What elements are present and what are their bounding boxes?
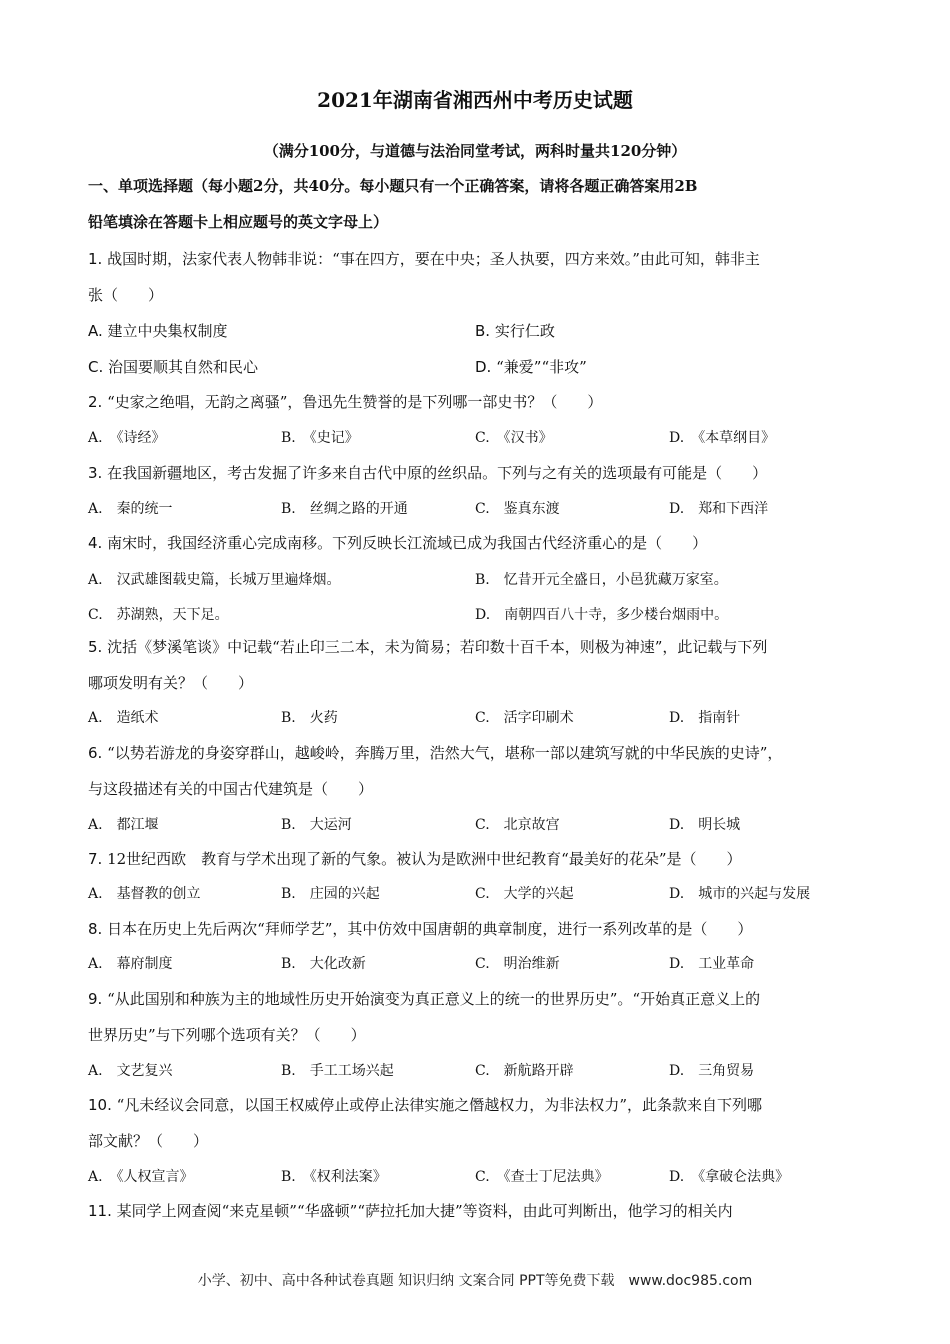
question-number: 1. [88, 250, 103, 268]
question-text: 在我国新疆地区，考古发掘了许多来自古代中原的丝织品。下列与之有关的选项最有可能是（ ） [107, 464, 768, 482]
question-1-option-d: D. “兼爱”“非攻” [475, 358, 587, 376]
question-number: 4. [88, 534, 103, 552]
question-number: 6. [88, 744, 103, 762]
question-10-option-c: C. 《查士丁尼法典》 [475, 1169, 609, 1185]
question-text: “以势若游龙的身姿穿群山，越峻岭，奔腾万里，浩然大气，堪称一部以建筑写就的中华民族的史诗”， [107, 744, 783, 762]
question-6-line-1 [88, 742, 878, 763]
section-heading-line-1: 一、单项选择题（每小题2分，共40分。每小题只有一个正确答案，请将各题正确答案用2B [88, 177, 698, 195]
question-9-option-a: A. 文艺复兴 [88, 1063, 173, 1079]
question-4-option-a: A. 汉武雄图载史篇，长城万里遍烽烟。 [88, 572, 341, 588]
question-8-option-a: A. 幕府制度 [88, 956, 173, 972]
question-3-option-c: C. 鉴真东渡 [475, 501, 560, 517]
question-text: 日本在历史上先后两次“拜师学艺”，其中仿效中国唐朝的典章制度，进行一系列改革的是（ ） [107, 920, 753, 938]
question-3-line-1 [88, 462, 878, 483]
question-text: “史家之绝唱，无韵之离骚”，鲁迅先生赞誉的是下列哪一部史书？（ ） [107, 393, 603, 411]
question-6-option-a: A. 都江堰 [88, 817, 159, 833]
question-number: 8. [88, 920, 103, 938]
question-11-line-1 [88, 1200, 878, 1221]
question-2-option-c: C. 《汉书》 [475, 430, 553, 446]
question-4-option-b: B. 忆昔开元全盛日，小邑犹藏万家室。 [475, 572, 728, 588]
question-3-option-a: A. 秦的统一 [88, 501, 173, 517]
question-7-option-d: D. 城市的兴起与发展 [669, 886, 811, 902]
question-2-option-a: A. 《诗经》 [88, 430, 166, 446]
question-number: 7. [88, 850, 103, 868]
question-5-option-b: B. 火药 [281, 710, 338, 726]
question-7-option-a: A. 基督教的创立 [88, 886, 201, 902]
question-9-line-2: 世界历史”与下列哪个选项有关？（ ） [88, 1026, 366, 1044]
question-text: “凡未经议会同意，以国王权威停止或停止法律实施之僭越权力，为非法权力”，此条款来自下列哪 [116, 1096, 762, 1114]
section-heading-line-2: 铅笔填涂在答题卡上相应题号的英文字母上） [88, 213, 389, 231]
question-number: 3. [88, 464, 103, 482]
question-5-option-a: A. 造纸术 [88, 710, 159, 726]
question-8-option-d: D. 工业革命 [669, 956, 755, 972]
question-number: 11. [88, 1202, 112, 1220]
question-10-line-2: 部文献？（ ） [88, 1132, 209, 1150]
question-7-option-b: B. 庄园的兴起 [281, 886, 380, 902]
question-1-option-a: A. 建立中央集权制度 [88, 322, 228, 340]
question-text: 南宋时，我国经济重心完成南移。下列反映长江流域已成为我国古代经济重心的是（ ） [107, 534, 708, 552]
question-text: 沈括《梦溪笔谈》中记载“若止印三二本，未为简易；若印数十百千本，则极为神速”，此记载与下列 [107, 638, 768, 656]
question-1-option-c: C. 治国要顺其自然和民心 [88, 358, 259, 376]
question-5-option-c: C. 活字印刷术 [475, 710, 574, 726]
question-10-option-d: D. 《拿破仑法典》 [669, 1169, 790, 1185]
question-9-option-d: D. 三角贸易 [669, 1063, 755, 1079]
question-number: 2. [88, 393, 103, 411]
question-4-line-1 [88, 532, 878, 553]
question-7-option-c: C. 大学的兴起 [475, 886, 574, 902]
question-2-option-d: D. 《本草纲目》 [669, 430, 776, 446]
question-10-option-a: A. 《人权宣言》 [88, 1169, 194, 1185]
question-number: 9. [88, 990, 103, 1008]
question-3-option-b: B. 丝绸之路的开通 [281, 501, 408, 517]
question-text: 12世纪西欧 教育与学术出现了新的气象。被认为是欧洲中世纪教育“最美好的花朵”是（ ） [107, 850, 742, 868]
question-9-line-1 [88, 988, 878, 1009]
question-6-option-c: C. 北京故宫 [475, 817, 560, 833]
question-8-line-1 [88, 918, 878, 939]
question-6-option-d: D. 明长城 [669, 817, 741, 833]
question-9-option-b: B. 手工工场兴起 [281, 1063, 394, 1079]
question-7-line-1 [88, 848, 878, 869]
question-number: 10. [88, 1096, 112, 1114]
question-5-line-2: 哪项发明有关？（ ） [88, 674, 254, 692]
question-text: 某同学上网查阅“来克星顿”“华盛顿”“萨拉托加大捷”等资料，由此可判断出，他学习的相关内 [116, 1202, 733, 1220]
question-2-option-b: B. 《史记》 [281, 430, 359, 446]
question-4-option-c: C. 苏湖熟，天下足。 [88, 607, 229, 623]
question-8-option-b: B. 大化改新 [281, 956, 366, 972]
question-5-line-1 [88, 636, 878, 657]
question-6-line-2: 与这段描述有关的中国古代建筑是（ ） [88, 780, 374, 798]
question-4-option-d: D. 南朝四百八十寺，多少楼台烟雨中。 [475, 607, 729, 623]
question-1-line-2: 张（ ） [88, 286, 164, 304]
question-10-option-b: B. 《权利法案》 [281, 1169, 387, 1185]
question-10-line-1 [88, 1094, 878, 1115]
question-3-option-d: D. 郑和下西洋 [669, 501, 769, 517]
page-title: 2021年湖南省湘西州中考历史试题 [317, 88, 633, 112]
question-text: 战国时期，法家代表人物韩非说：“事在四方，要在中央；圣人执要，四方来效。”由此可知，韩非主 [107, 250, 760, 268]
question-6-option-b: B. 大运河 [281, 817, 352, 833]
question-number: 5. [88, 638, 103, 656]
question-text: “从此国别和种族为主的地域性历史开始演变为真正意义上的统一的世界历史”。“开始真正意义上的 [107, 990, 761, 1008]
question-9-option-c: C. 新航路开辟 [475, 1063, 574, 1079]
question-1-option-b: B. 实行仁政 [475, 322, 555, 340]
question-8-option-c: C. 明治维新 [475, 956, 560, 972]
question-1-line-1 [88, 248, 878, 269]
page-subtitle: （满分100分，与道德与法治同堂考试，两科时量共120分钟） [263, 142, 687, 160]
footer-watermark-text: 小学、初中、高中各种试卷真题 知识归纳 文案合同 PPT等免费下载 www.doc985.com [197, 1273, 753, 1289]
question-2-line-1 [88, 391, 878, 412]
question-5-option-d: D. 指南针 [669, 710, 741, 726]
